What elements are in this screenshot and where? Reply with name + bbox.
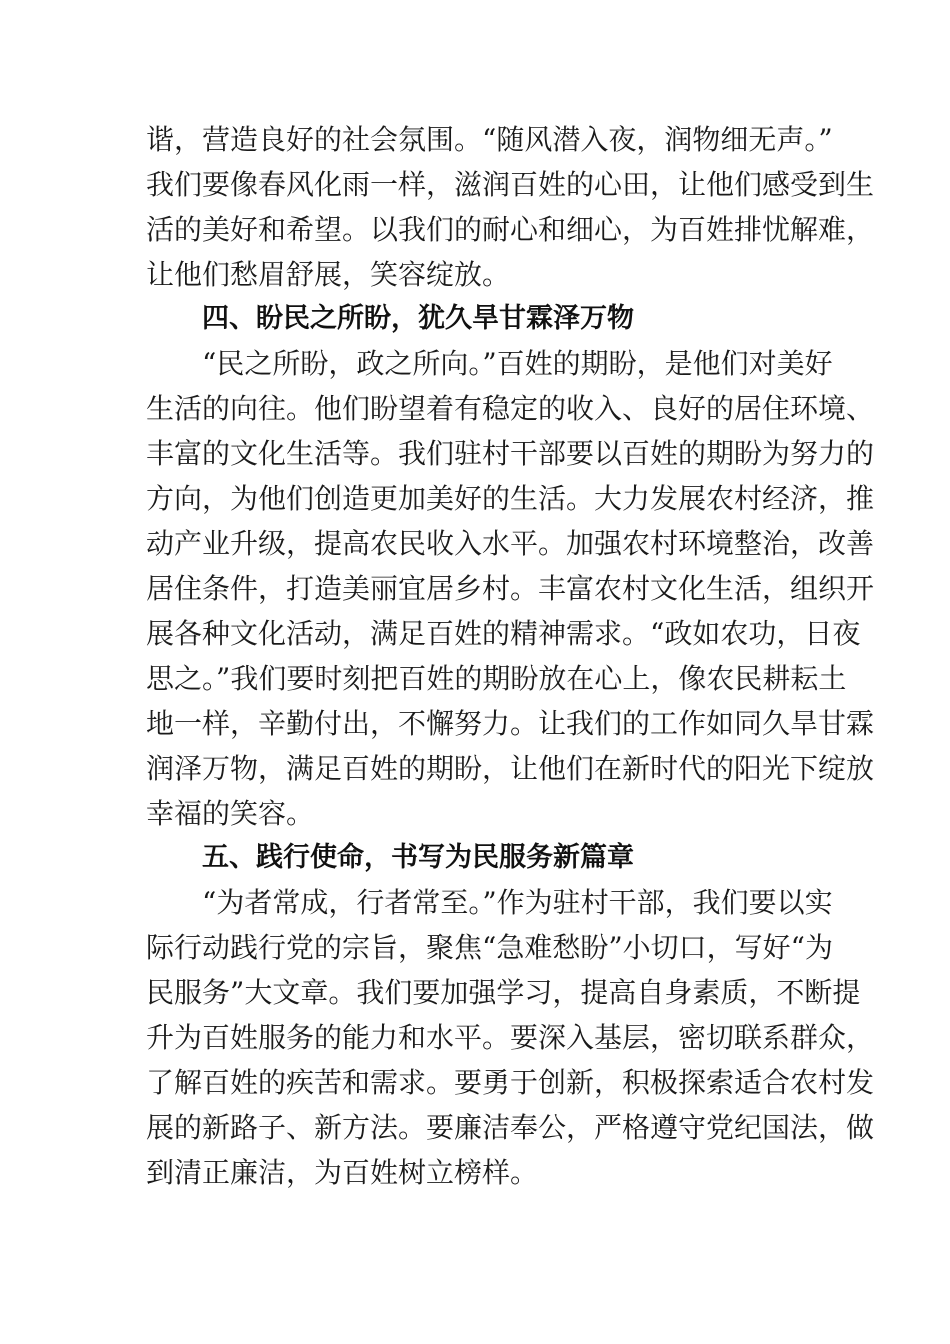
body-line: 展的新路子、新方法。要廉洁奉公，严格遵守党纪国法，做 bbox=[146, 1111, 875, 1144]
body-line: 展各种文化活动，满足百姓的精神需求。“政如农功，日夜 bbox=[146, 617, 861, 650]
body-line: 生活的向往。他们盼望着有稳定的收入、良好的居住环境、 bbox=[146, 392, 875, 425]
body-line: 活的美好和希望。以我们的耐心和细心，为百姓排忧解难， bbox=[146, 213, 875, 246]
body-line: “民之所盼，政之所向。”百姓的期盼，是他们对美好 bbox=[202, 347, 833, 380]
body-line: “为者常成，行者常至。”作为驻村干部，我们要以实 bbox=[202, 886, 833, 919]
body-line: 动产业升级，提高农民收入水平。加强农村环境整治，改善 bbox=[146, 527, 875, 560]
body-line: 方向，为他们创造更加美好的生活。大力发展农村经济，推 bbox=[146, 482, 875, 515]
body-line: 丰富的文化生活等。我们驻村干部要以百姓的期盼为努力的 bbox=[146, 437, 875, 470]
body-line: 润泽万物，满足百姓的期盼，让他们在新时代的阳光下绽放 bbox=[146, 752, 875, 785]
section-four-heading: 四、盼民之所盼，犹久旱甘霖泽万物 bbox=[202, 303, 634, 334]
body-line: 到清正廉洁，为百姓树立榜样。 bbox=[146, 1156, 539, 1189]
body-line: 际行动践行党的宗旨，聚焦“急难愁盼”小切口，写好“为 bbox=[146, 931, 833, 964]
body-line: 让他们愁眉舒展，笑容绽放。 bbox=[146, 258, 511, 291]
body-line: 谐，营造良好的社会氛围。“随风潜入夜，润物细无声。” bbox=[146, 123, 833, 156]
body-line: 我们要像春风化雨一样，滋润百姓的心田，让他们感受到生 bbox=[146, 168, 875, 201]
body-line: 了解百姓的疾苦和需求。要勇于创新，积极探索适合农村发 bbox=[146, 1066, 875, 1099]
section-five-heading: 五、践行使命，书写为民服务新篇章 bbox=[202, 842, 634, 873]
body-line: 升为百姓服务的能力和水平。要深入基层，密切联系群众， bbox=[146, 1021, 875, 1054]
body-line: 居住条件，打造美丽宜居乡村。丰富农村文化生活，组织开 bbox=[146, 572, 875, 605]
body-line: 民服务”大文章。我们要加强学习，提高自身素质，不断提 bbox=[146, 976, 861, 1009]
body-line: 思之。”我们要时刻把百姓的期盼放在心上，像农民耕耘土 bbox=[146, 662, 847, 695]
body-line: 地一样，辛勤付出，不懈努力。让我们的工作如同久旱甘霖 bbox=[146, 707, 875, 740]
body-line: 幸福的笑容。 bbox=[146, 797, 315, 830]
